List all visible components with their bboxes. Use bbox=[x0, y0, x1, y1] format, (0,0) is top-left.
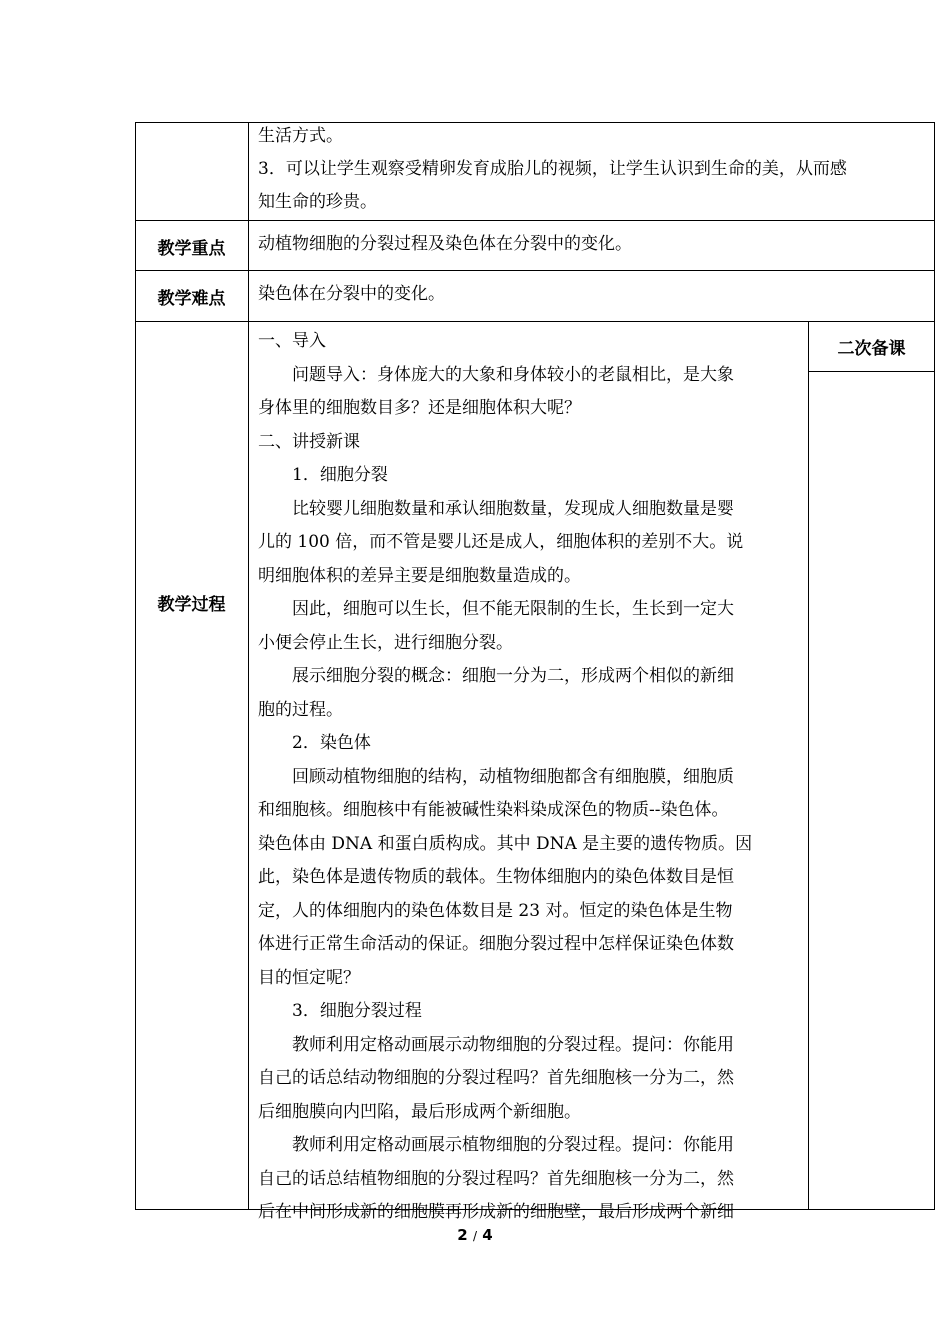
row-divider-1 bbox=[135, 220, 935, 221]
difficulties-text: 染色体在分裂中的变化。 bbox=[258, 284, 445, 304]
process-line: 比较婴儿细胞数量和承认细胞数量，发现成人细胞数量是婴 bbox=[258, 498, 734, 519]
process-line: 3．细胞分裂过程 bbox=[258, 1001, 422, 1021]
process-line: 因此，细胞可以生长，但不能无限制的生长，生长到一定大 bbox=[258, 599, 734, 619]
process-line: 体进行正常生命活动的保证。细胞分裂过程中怎样保证染色体数 bbox=[258, 934, 734, 954]
top-row-line: 生活方式。 bbox=[258, 126, 343, 146]
process-line: 后细胞膜向内凹陷，最后形成两个新细胞。 bbox=[258, 1101, 581, 1122]
side-column-divider bbox=[808, 321, 809, 1210]
process-line: 回顾动植物细胞的结构，动植物细胞都含有细胞膜，细胞质 bbox=[258, 766, 734, 787]
key-points-text: 动植物细胞的分裂过程及染色体在分裂中的变化。 bbox=[258, 234, 632, 254]
current-page: 2 bbox=[457, 1226, 468, 1244]
process-label: 教学过程 bbox=[157, 595, 226, 615]
side-header: 二次备课 bbox=[837, 339, 906, 359]
process-line: 自己的话总结植物细胞的分裂过程吗？首先细胞核一分为二，然 bbox=[258, 1168, 734, 1189]
process-line: 小便会停止生长，进行细胞分裂。 bbox=[258, 632, 513, 653]
process-line: 定，人的体细胞内的染色体数目是 23 对。恒定的染色体是生物 bbox=[258, 900, 733, 921]
difficulties-label: 教学难点 bbox=[157, 289, 226, 309]
process-line: 1．细胞分裂 bbox=[258, 465, 388, 485]
process-line: 后在中间形成新的细胞膜再形成新的细胞壁，最后形成两个新细 bbox=[258, 1202, 734, 1222]
label-column-divider bbox=[248, 122, 249, 1210]
process-line: 2．染色体 bbox=[258, 733, 371, 753]
process-line: 身体里的细胞数目多？还是细胞体积大呢？ bbox=[258, 398, 581, 418]
top-row-line: 3．可以让学生观察受精卵发育成胎儿的视频，让学生认识到生命的美，从而感 bbox=[258, 159, 847, 179]
process-line: 此，染色体是遗传物质的载体。生物体细胞内的染色体数目是恒 bbox=[258, 867, 734, 887]
row-divider-2 bbox=[135, 270, 935, 271]
process-line: 问题导入：身体庞大的大象和身体较小的老鼠相比，是大象 bbox=[258, 364, 734, 385]
table-border-top bbox=[135, 122, 935, 123]
total-pages: 4 bbox=[482, 1226, 493, 1244]
top-row-line: 知生命的珍贵。 bbox=[258, 192, 377, 212]
process-line: 染色体由 DNA 和蛋白质构成。其中 DNA 是主要的遗传物质。因 bbox=[258, 833, 753, 854]
page-separator: / bbox=[472, 1229, 478, 1243]
table-border-right bbox=[934, 122, 935, 1210]
process-line: 和细胞核。细胞核中有能被碱性染料染成深色的物质--染色体。 bbox=[258, 800, 729, 820]
key-points-label: 教学重点 bbox=[157, 239, 226, 259]
process-line: 儿的 100 倍，而不管是婴儿还是成人，细胞体积的差别不大。说 bbox=[258, 532, 744, 552]
process-line: 一、导入 bbox=[258, 331, 326, 351]
process-line: 展示细胞分裂的概念：细胞一分为二，形成两个相似的新细 bbox=[258, 666, 734, 686]
process-line: 胞的过程。 bbox=[258, 699, 343, 720]
page-number bbox=[0, 1226, 950, 1244]
process-line: 明细胞体积的差异主要是细胞数量造成的。 bbox=[258, 565, 581, 586]
process-line: 二、讲授新课 bbox=[258, 431, 360, 452]
process-line: 教师利用定格动画展示动物细胞的分裂过程。提问：你能用 bbox=[258, 1034, 734, 1055]
process-line: 目的恒定呢？ bbox=[258, 967, 360, 988]
side-header-divider bbox=[808, 371, 935, 372]
process-line: 自己的话总结动物细胞的分裂过程吗？首先细胞核一分为二，然 bbox=[258, 1068, 734, 1088]
row-divider-3 bbox=[135, 321, 935, 322]
process-line: 教师利用定格动画展示植物细胞的分裂过程。提问：你能用 bbox=[258, 1135, 734, 1155]
